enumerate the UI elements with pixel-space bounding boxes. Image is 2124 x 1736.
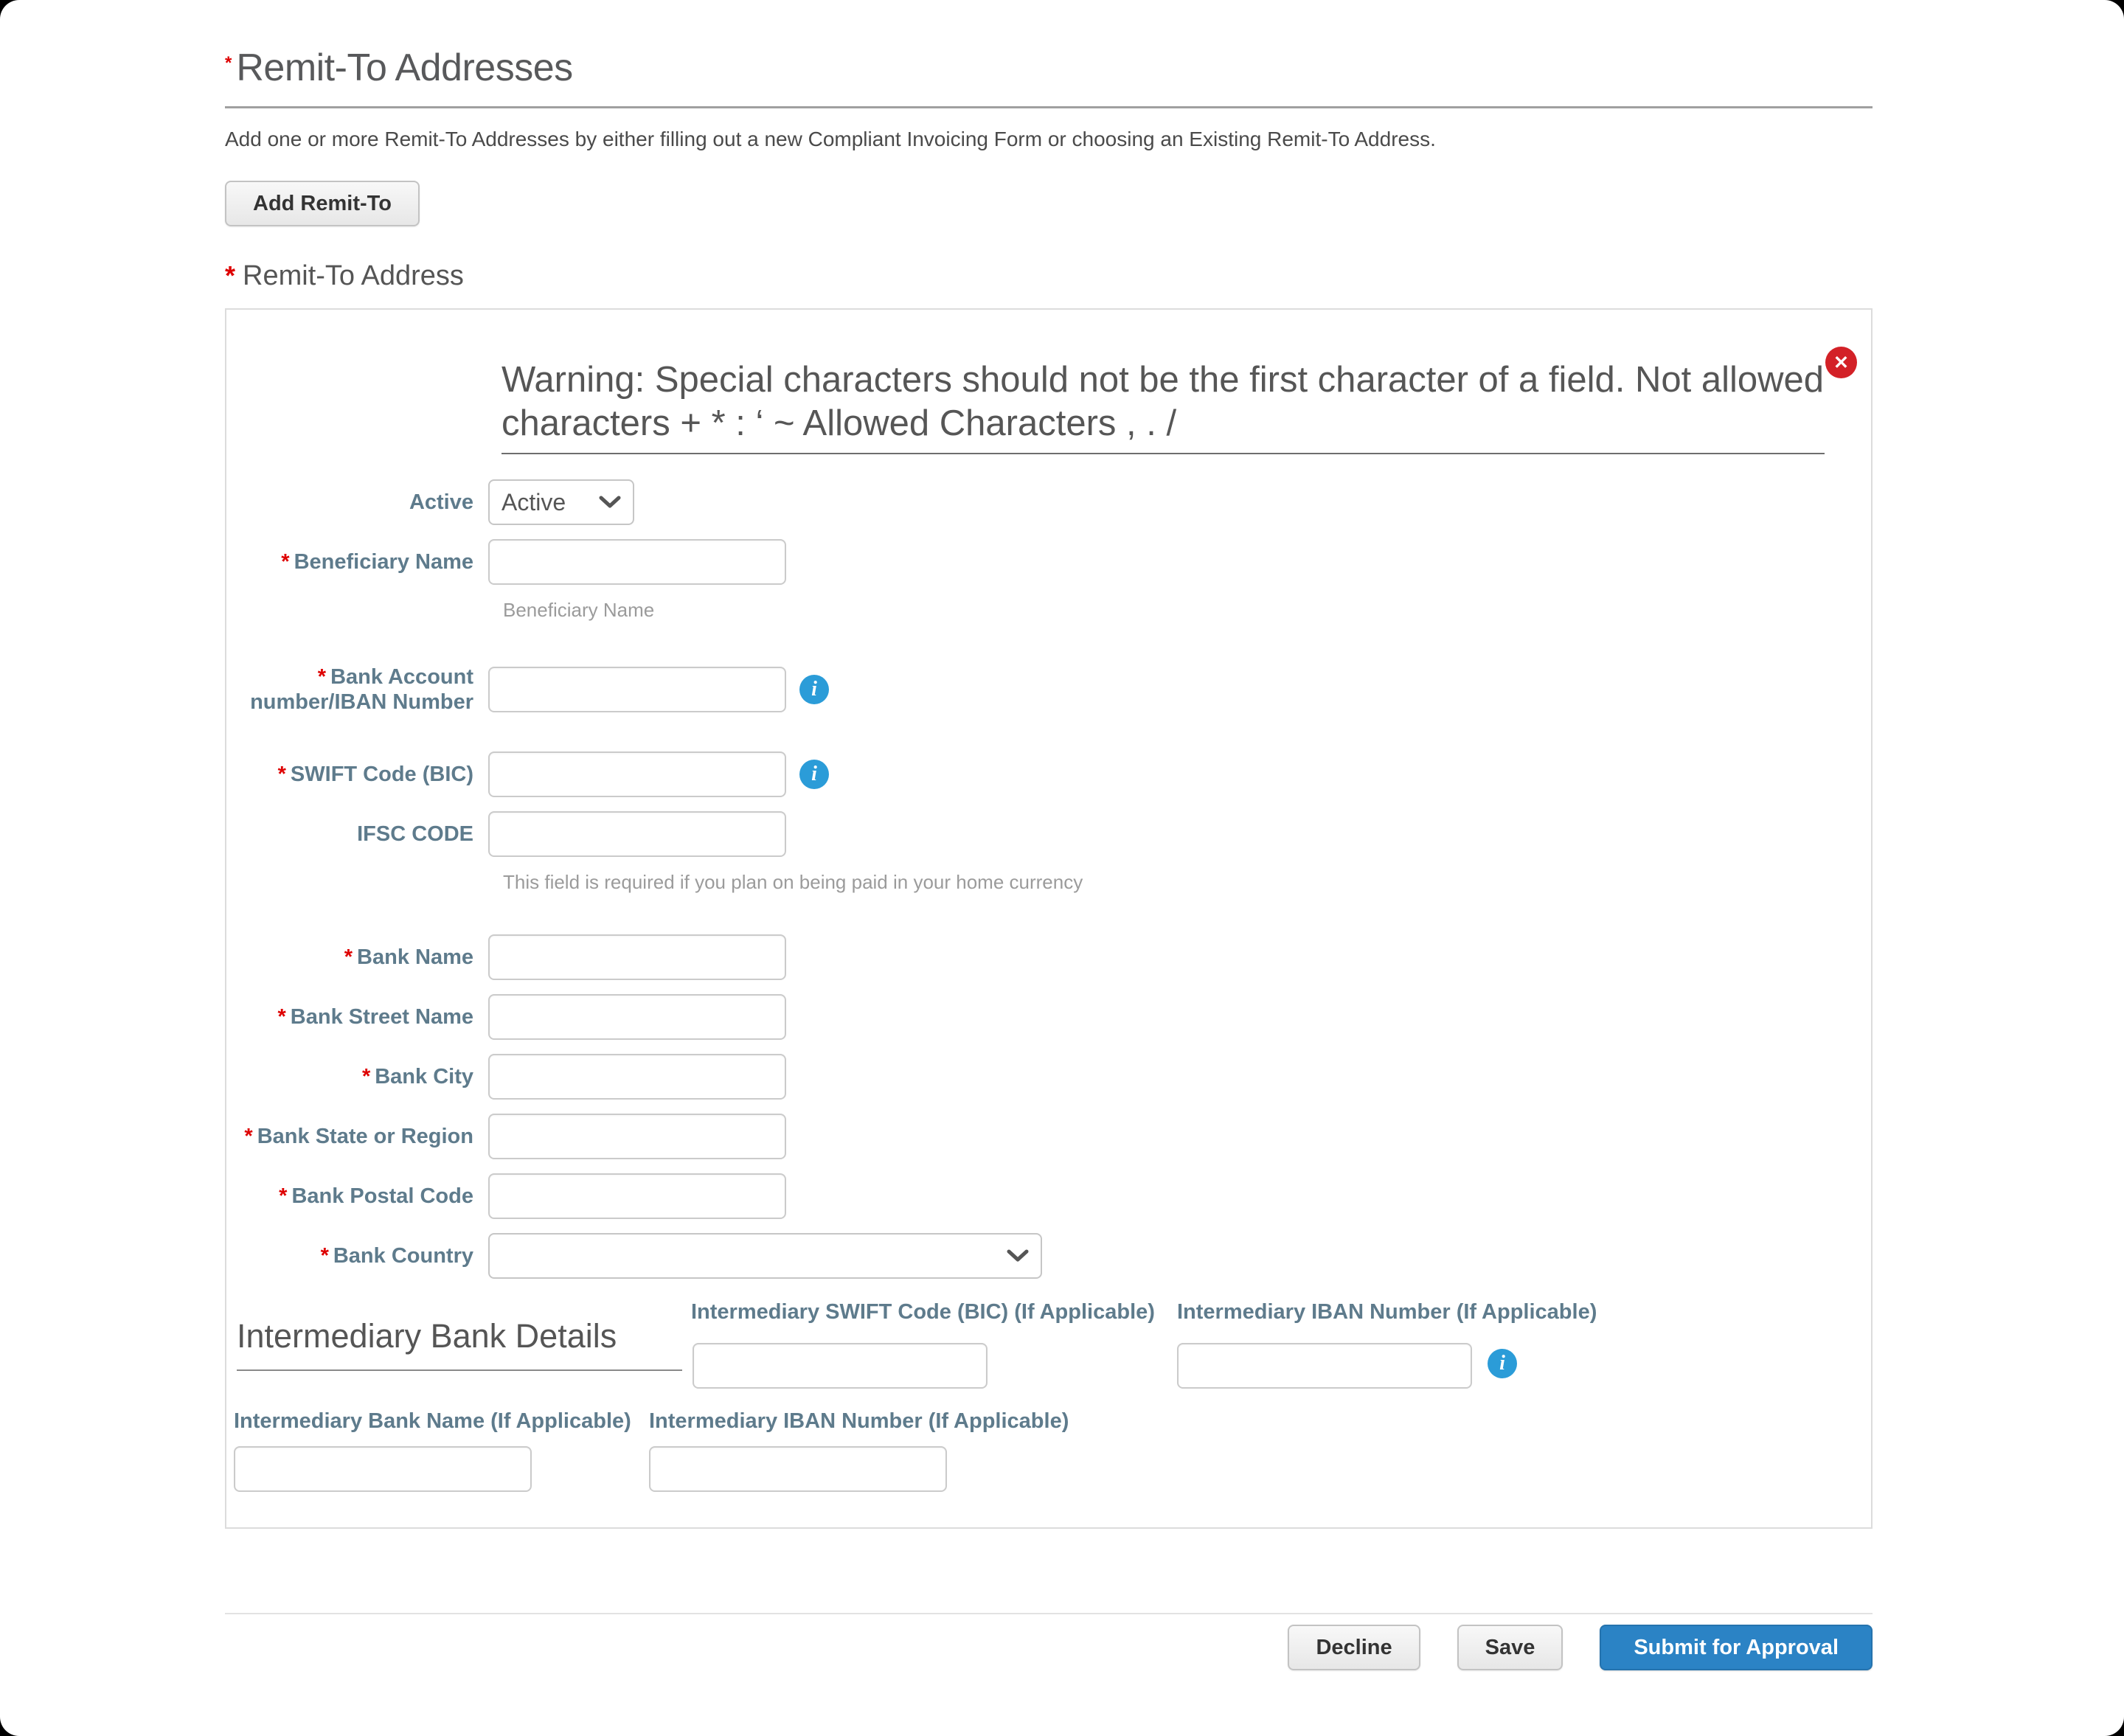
ifsc-code-input[interactable] (488, 811, 786, 857)
bank-city-row (226, 1054, 1871, 1100)
page-title: Remit-To Addresses (236, 46, 573, 89)
active-select-value: Active (502, 488, 566, 515)
beneficiary-name-row (226, 539, 1871, 585)
intermediary-iban2-label: Intermediary IBAN Number (If Applicable) (649, 1409, 1069, 1433)
intermediary-swift-label: Intermediary SWIFT Code (BIC) (If Applicable) (691, 1300, 1155, 1324)
bank-name-label: * Bank Name (344, 945, 473, 969)
active-select[interactable] (488, 479, 634, 525)
ifsc-code-helper: This field is required if you plan on being paid in your home currency (503, 871, 1083, 893)
bank-postal-label: * Bank Postal Code (279, 1184, 473, 1208)
info-icon[interactable]: i (1488, 1349, 1517, 1378)
active-label: Active (409, 490, 473, 514)
submit-for-approval-button[interactable]: Submit for Approval (1600, 1625, 1873, 1670)
info-icon[interactable]: i (799, 675, 829, 704)
remit-to-address-heading-label: Remit-To Address (243, 260, 464, 291)
section-description: Add one or more Remit-To Addresses by either filling out a new Compliant Invoicing Form or choosing an Existing Remit-To Address. (225, 128, 1436, 150)
intermediary-swift-input[interactable] (693, 1343, 988, 1389)
bank-account-row (226, 664, 1871, 715)
page-title-row (225, 46, 1873, 90)
required-asterisk: * (225, 260, 236, 291)
intermediary-iban-input[interactable] (1177, 1343, 1472, 1389)
close-icon[interactable]: ✕ (1825, 347, 1857, 378)
intermediary-section-title: Intermediary Bank Details (237, 1315, 682, 1371)
ifsc-code-row (226, 811, 1871, 857)
intermediary-bank-name-input[interactable] (234, 1446, 532, 1492)
remit-to-address-card (225, 308, 1873, 1529)
bank-city-label: * Bank City (361, 1065, 473, 1089)
warning-banner (502, 352, 1849, 454)
bank-postal-input[interactable] (488, 1173, 786, 1219)
bank-account-input[interactable] (488, 667, 786, 712)
footer-actions (225, 1625, 1873, 1670)
bank-state-row (226, 1114, 1871, 1159)
intermediary-iban-label: Intermediary IBAN Number (If Applicable) (1177, 1300, 1597, 1324)
swift-code-input[interactable] (488, 751, 786, 797)
save-button[interactable]: Save (1457, 1625, 1564, 1670)
bank-state-label: * Bank State or Region (244, 1125, 473, 1148)
bank-street-input[interactable] (488, 994, 786, 1040)
bank-city-input[interactable] (488, 1054, 786, 1100)
info-icon[interactable]: i (799, 760, 829, 789)
bank-name-input[interactable] (488, 934, 786, 980)
swift-code-label: * SWIFT Code (BIC) (277, 763, 473, 786)
bank-street-label: * Bank Street Name (277, 1005, 473, 1029)
bank-name-row (226, 934, 1871, 980)
required-asterisk: * (225, 53, 232, 73)
chevron-down-icon (599, 495, 621, 510)
bank-state-input[interactable] (488, 1114, 786, 1159)
intermediary-bank-name-label: Intermediary Bank Name (If Applicable) (234, 1409, 631, 1433)
footer-divider (225, 1613, 1873, 1614)
bank-country-select[interactable] (488, 1233, 1042, 1279)
beneficiary-name-label: * Beneficiary Name (281, 550, 473, 574)
bank-street-row (226, 994, 1871, 1040)
title-divider (225, 106, 1873, 108)
swift-code-row (226, 751, 1871, 797)
beneficiary-name-input[interactable] (488, 539, 786, 585)
add-remit-to-button[interactable]: Add Remit-To (225, 181, 420, 226)
bank-postal-row (226, 1173, 1871, 1219)
chevron-down-icon (1007, 1249, 1029, 1263)
warning-text: Warning: Special characters should not be the first character of a field. Not allowed characters + * : ‘ ~ Allowed Characters , . / (502, 360, 1825, 443)
bank-account-label: * Bank Account number/IBAN Number (250, 665, 473, 714)
active-row (226, 479, 1871, 525)
bank-country-label: * Bank Country (320, 1244, 473, 1268)
intermediary-iban2-input[interactable] (649, 1446, 947, 1492)
ifsc-code-label: IFSC CODE (357, 822, 473, 846)
decline-button[interactable]: Decline (1288, 1625, 1420, 1670)
bank-country-row (226, 1233, 1871, 1279)
beneficiary-name-helper: Beneficiary Name (503, 599, 655, 621)
remit-to-form (226, 479, 1871, 1279)
remit-to-address-heading (225, 260, 1873, 292)
